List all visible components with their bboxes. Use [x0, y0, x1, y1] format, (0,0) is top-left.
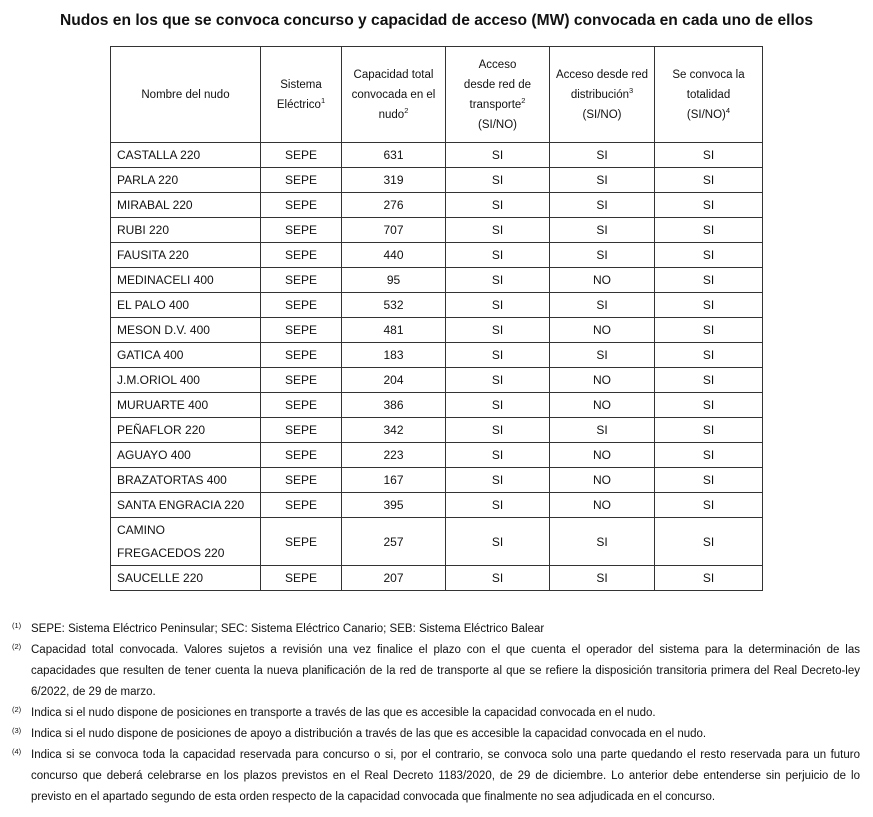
transporte-cell: SI — [446, 193, 550, 218]
totalidad-cell: SI — [655, 343, 763, 368]
node-name-cell: CASTALLA 220 — [111, 143, 261, 168]
transporte-cell: SI — [446, 468, 550, 493]
footnote — [12, 640, 860, 703]
capacidad-cell: 481 — [342, 318, 446, 343]
distribucion-cell: SI — [550, 343, 655, 368]
footnote-marker: (2) — [12, 705, 22, 714]
footnote — [12, 745, 860, 808]
totalidad-cell: SI — [655, 518, 763, 566]
totalidad-cell: SI — [655, 193, 763, 218]
node-name-cell: MURUARTE 400 — [111, 393, 261, 418]
table-row — [111, 268, 763, 293]
node-name-cell: J.M.ORIOL 400 — [111, 368, 261, 393]
footnote-marker: (3) — [12, 726, 22, 735]
transporte-cell: SI — [446, 243, 550, 268]
footnote — [12, 703, 860, 724]
transporte-cell: SI — [446, 493, 550, 518]
totalidad-cell: SI — [655, 268, 763, 293]
transporte-cell: SI — [446, 566, 550, 591]
node-name-cell: CAMINO FREGACEDOS 220 — [111, 518, 261, 566]
capacidad-cell: 223 — [342, 443, 446, 468]
sistema-cell: SEPE — [261, 143, 342, 168]
node-name-cell: FAUSITA 220 — [111, 243, 261, 268]
header-sistema-electrico: Sistema Eléctrico$^1$ — [261, 47, 342, 143]
header-nombre-nudo: Nombre del nudo — [111, 47, 261, 143]
node-name-cell: AGUAYO 400 — [111, 443, 261, 468]
table-row — [111, 143, 763, 168]
capacidad-cell: 204 — [342, 368, 446, 393]
capacidad-cell: 707 — [342, 218, 446, 243]
footnote-text: Indica si el nudo dispone de posiciones de apoyo a distribución a través de las que es accesible la capacidad convocada en el nudo. — [31, 728, 707, 740]
capacidad-cell: 95 — [342, 268, 446, 293]
totalidad-cell: SI — [655, 218, 763, 243]
totalidad-cell: SI — [655, 443, 763, 468]
table-row — [111, 218, 763, 243]
footnote-text: Indica si el nudo dispone de posiciones en transporte a través de las que es accesible la capacidad convocada en el nudo. — [31, 707, 656, 719]
footnote-text: Indica si se convoca toda la capacidad reservada para concurso o si, por el contrario, se convoca solo una parte quedando el resto reservada para un futuro concurso que deberá celebrarse en los plazos previstos en el Real Decreto 1183/2020, de 29 de diciembre. Lo anterior debe entenderse sin perjuicio de lo previsto en el apartado segundo de esta orden respecto de la capacidad convocada que finalmente no sea adjudicada en el concurso. — [31, 749, 860, 803]
distribucion-cell: SI — [550, 168, 655, 193]
capacidad-cell: 207 — [342, 566, 446, 591]
node-name-cell: GATICA 400 — [111, 343, 261, 368]
totalidad-cell: SI — [655, 418, 763, 443]
table-row — [111, 566, 763, 591]
totalidad-cell: SI — [655, 493, 763, 518]
header-acceso-distribucion: Acceso desde red distribución$^3$ (SI/NO) — [550, 47, 655, 143]
node-name-cell: MEDINACELI 400 — [111, 268, 261, 293]
distribucion-cell: NO — [550, 368, 655, 393]
distribucion-cell: SI — [550, 243, 655, 268]
node-name-cell: EL PALO 400 — [111, 293, 261, 318]
table-row — [111, 193, 763, 218]
sistema-cell: SEPE — [261, 268, 342, 293]
transporte-cell: SI — [446, 368, 550, 393]
totalidad-cell: SI — [655, 393, 763, 418]
capacidad-cell: 257 — [342, 518, 446, 566]
distribucion-cell: NO — [550, 318, 655, 343]
capacidad-cell: 395 — [342, 493, 446, 518]
sistema-cell: SEPE — [261, 443, 342, 468]
transporte-cell: SI — [446, 293, 550, 318]
sistema-cell: SEPE — [261, 293, 342, 318]
footnote — [12, 724, 860, 745]
header-totalidad: Se convoca la totalidad $(SI/NO)^4$ — [655, 47, 763, 143]
capacidad-cell: 440 — [342, 243, 446, 268]
distribucion-cell: NO — [550, 443, 655, 468]
sistema-cell: SEPE — [261, 343, 342, 368]
distribucion-cell: SI — [550, 293, 655, 318]
totalidad-cell: SI — [655, 368, 763, 393]
transporte-cell: SI — [446, 343, 550, 368]
node-name-cell: BRAZATORTAS 400 — [111, 468, 261, 493]
transporte-cell: SI — [446, 143, 550, 168]
distribucion-cell: SI — [550, 518, 655, 566]
totalidad-cell: SI — [655, 143, 763, 168]
distribucion-cell: SI — [550, 193, 655, 218]
transporte-cell: SI — [446, 393, 550, 418]
header-acceso-transporte: Acceso desde red de transporte$^2$ (SI/NO) — [446, 47, 550, 143]
table-row — [111, 518, 763, 566]
sistema-cell: SEPE — [261, 518, 342, 566]
totalidad-cell: SI — [655, 318, 763, 343]
node-name-cell: SANTA ENGRACIA 220 — [111, 493, 261, 518]
capacidad-cell: 319 — [342, 168, 446, 193]
transporte-cell: SI — [446, 418, 550, 443]
table-row — [111, 343, 763, 368]
sistema-cell: SEPE — [261, 318, 342, 343]
node-name-cell: MESON D.V. 400 — [111, 318, 261, 343]
table-header-row — [111, 47, 763, 143]
sistema-cell: SEPE — [261, 218, 342, 243]
node-name-cell: SAUCELLE 220 — [111, 566, 261, 591]
distribucion-cell: NO — [550, 268, 655, 293]
transporte-cell: SI — [446, 518, 550, 566]
table-row — [111, 418, 763, 443]
sistema-cell: SEPE — [261, 418, 342, 443]
distribucion-cell: SI — [550, 143, 655, 168]
sistema-cell: SEPE — [261, 168, 342, 193]
footnote-text: SEPE: Sistema Eléctrico Peninsular; SEC: Sistema Eléctrico Canario; SEB: Sistema Eléctrico Balear — [31, 623, 545, 635]
table-row — [111, 368, 763, 393]
capacidad-cell: 631 — [342, 143, 446, 168]
sistema-cell: SEPE — [261, 493, 342, 518]
table-row — [111, 493, 763, 518]
capacidad-cell: 386 — [342, 393, 446, 418]
table-row — [111, 318, 763, 343]
totalidad-cell: SI — [655, 243, 763, 268]
node-name-cell: PARLA 220 — [111, 168, 261, 193]
totalidad-cell: SI — [655, 468, 763, 493]
distribucion-cell: SI — [550, 418, 655, 443]
table-row — [111, 293, 763, 318]
node-name-cell: MIRABAL 220 — [111, 193, 261, 218]
transporte-cell: SI — [446, 168, 550, 193]
table-row — [111, 168, 763, 193]
totalidad-cell: SI — [655, 566, 763, 591]
sistema-cell: SEPE — [261, 193, 342, 218]
page-title: Nudos en los que se convoca concurso y capacidad de acceso (MW) convocada en cada uno de ellos — [59, 12, 814, 29]
footnote-marker: (4) — [12, 747, 22, 756]
footnote — [12, 619, 860, 640]
sistema-cell: SEPE — [261, 393, 342, 418]
footnote-marker: (1) — [12, 621, 22, 630]
distribucion-cell: NO — [550, 493, 655, 518]
capacidad-cell: 276 — [342, 193, 446, 218]
capacidad-cell: 532 — [342, 293, 446, 318]
footnote-text: Capacidad total convocada. Valores sujetos a revisión una vez finalice el plazo con el que cuenta el operador del sistema para la determinación de las capacidades que resulten de tener cuenta la nueva planificación de la red de transporte al que se refiere la disposición transitoria primera del Real Decreto-ley 6/2022, de 29 de marzo. — [31, 644, 860, 698]
transporte-cell: SI — [446, 218, 550, 243]
transporte-cell: SI — [446, 443, 550, 468]
header-capacidad-total: Capacidad total convocada en el nudo$^2$ — [342, 47, 446, 143]
distribucion-cell: SI — [550, 218, 655, 243]
node-name-cell: PEÑAFLOR 220 — [111, 418, 261, 443]
sistema-cell: SEPE — [261, 566, 342, 591]
nodes-table — [110, 46, 763, 591]
transporte-cell: SI — [446, 268, 550, 293]
totalidad-cell: SI — [655, 168, 763, 193]
transporte-cell: SI — [446, 318, 550, 343]
distribucion-cell: SI — [550, 566, 655, 591]
sistema-cell: SEPE — [261, 468, 342, 493]
distribucion-cell: NO — [550, 468, 655, 493]
footnotes — [12, 619, 860, 808]
table-row — [111, 243, 763, 268]
totalidad-cell: SI — [655, 293, 763, 318]
capacidad-cell: 167 — [342, 468, 446, 493]
distribucion-cell: NO — [550, 393, 655, 418]
node-name-cell: RUBI 220 — [111, 218, 261, 243]
capacidad-cell: 342 — [342, 418, 446, 443]
sistema-cell: SEPE — [261, 368, 342, 393]
footnote-marker: (2) — [12, 642, 22, 651]
sistema-cell: SEPE — [261, 243, 342, 268]
capacidad-cell: 183 — [342, 343, 446, 368]
table-row — [111, 443, 763, 468]
table-row — [111, 393, 763, 418]
table-row — [111, 468, 763, 493]
